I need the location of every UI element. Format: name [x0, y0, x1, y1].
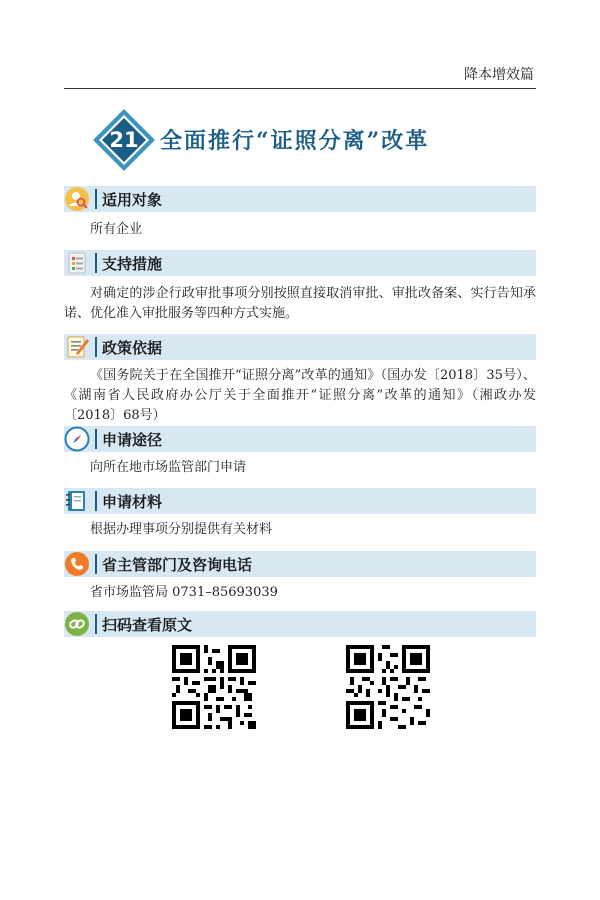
section-title: 适用对象 [102, 191, 163, 209]
section-divider [95, 429, 97, 449]
section-text-contact: 省市场监管局 0731–85693039 [90, 585, 278, 600]
section-title: 申请材料 [102, 493, 163, 511]
page-title: 全面推行“证照分离”改革 [160, 128, 430, 154]
section-header-basis [64, 334, 536, 360]
section-divider [95, 337, 97, 357]
section-header-materials [64, 488, 536, 514]
notebook-icon [64, 488, 92, 514]
section-text-channel: 向所在地市场监管部门申请 [90, 460, 247, 475]
section-title: 支持措施 [102, 255, 163, 273]
section-text-measures: 对确定的涉企行政审批事项分别按照直接取消审批、审批改备案、实行告知承诺、优化准入审批服务等四种方式实施。 [64, 286, 536, 321]
section-header-channel [64, 426, 536, 452]
section-text-target: 所有企业 [90, 222, 143, 237]
section-divider [95, 253, 97, 273]
section-header-measures [64, 250, 536, 276]
qr-code-icon[interactable] [172, 645, 256, 729]
item-number: 21 [109, 128, 139, 152]
section-text-materials: 根据办理事项分别提供有关材料 [90, 522, 273, 537]
header-section-label: 降本增效篇 [464, 67, 534, 83]
section-title: 省主管部门及咨询电话 [102, 556, 253, 574]
section-divider [95, 189, 97, 209]
phone-icon [64, 551, 92, 577]
list-icon [64, 250, 92, 276]
person-search-icon [64, 186, 92, 212]
section-title: 扫码查看原文 [102, 616, 193, 634]
compass-icon [64, 426, 92, 452]
section-divider [95, 554, 97, 574]
document-edit-icon [64, 334, 92, 360]
item-number-badge [92, 108, 156, 172]
section-title: 申请途径 [102, 431, 163, 449]
section-header-target [64, 186, 536, 212]
section-title: 政策依据 [102, 339, 163, 357]
section-divider [95, 614, 97, 634]
qr-code-icon[interactable] [346, 645, 430, 729]
section-header-scan [64, 611, 536, 637]
section-text-basis: 《国务院关于在全国推开“证照分离”改革的通知》（国办发〔2018〕35号）、《湖南省人民政府办公厅关于全面推开“证照分离”改革的通知》（湘政办发〔2018〕68号） [64, 368, 536, 423]
section-divider [95, 491, 97, 511]
link-icon [64, 611, 92, 637]
section-header-contact [64, 551, 536, 577]
header-rule [64, 88, 536, 89]
